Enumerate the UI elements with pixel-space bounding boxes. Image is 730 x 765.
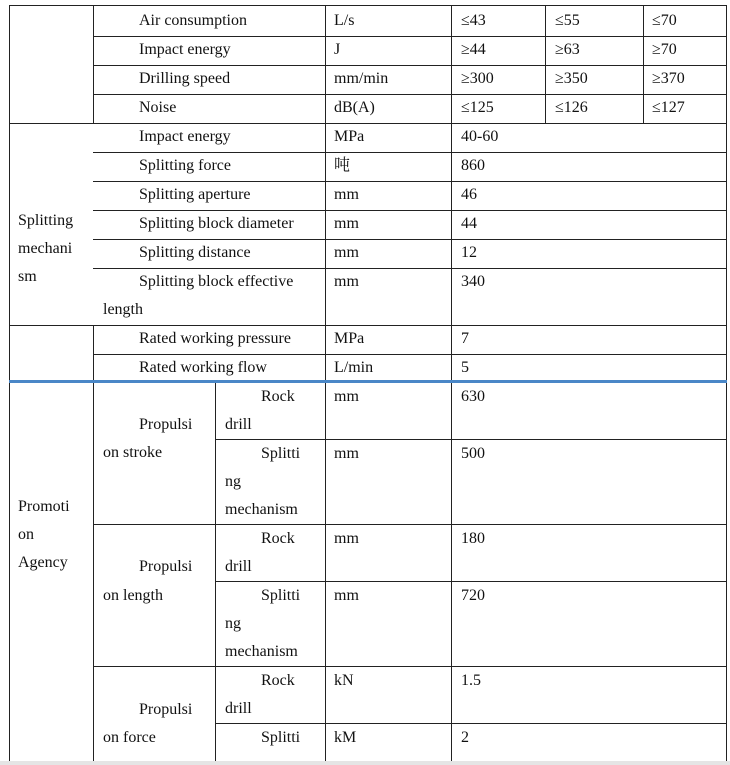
value-cell: ≤126	[555, 99, 588, 116]
col-divider	[643, 5, 644, 123]
window-bottom-edge	[0, 761, 730, 765]
value-cell: 180	[461, 530, 485, 547]
unit-label: mm/min	[334, 70, 389, 87]
row-divider	[93, 354, 727, 355]
unit-label: dB(A)	[334, 99, 375, 116]
param-label: Splitting aperture	[139, 186, 251, 203]
unit-label: 吨	[334, 157, 351, 174]
param-label: Splitting distance	[139, 244, 251, 261]
row-divider	[93, 181, 727, 182]
unit-label: mm	[334, 273, 359, 290]
value-cell: 40-60	[461, 128, 499, 145]
subgroup-label-line: Propulsi	[139, 416, 193, 433]
unit-label: mm	[334, 215, 359, 232]
value-cell: ≤55	[555, 12, 580, 29]
unit-label: mm	[334, 530, 359, 547]
unit-label: J	[334, 41, 341, 58]
table-border-right	[726, 5, 727, 761]
value-cell: 12	[461, 244, 477, 261]
col-divider	[93, 5, 94, 123]
row-divider	[93, 65, 727, 66]
row-divider	[93, 239, 727, 240]
component-label-line: drill	[225, 700, 252, 717]
param-label: Air consumption	[139, 12, 247, 29]
component-label-line: Rock	[261, 672, 295, 689]
group-label-line: Promoti	[18, 498, 70, 515]
value-cell: ≤70	[652, 12, 677, 29]
value-cell: ≥44	[461, 41, 486, 58]
value-cell: 720	[461, 587, 485, 604]
subgroup-label-line: on stroke	[103, 444, 163, 461]
component-label-line: ng	[225, 615, 241, 632]
unit-label: mm	[334, 186, 359, 203]
unit-label: MPa	[334, 128, 365, 145]
unit-label: MPa	[334, 330, 365, 347]
row-divider	[9, 325, 727, 326]
param-label: Impact energy	[139, 128, 231, 145]
value-cell: ≥350	[555, 70, 588, 87]
value-cell: ≤125	[461, 99, 494, 116]
row-divider	[93, 666, 727, 667]
subgroup-label-line: on force	[103, 729, 156, 746]
row-divider	[93, 36, 727, 37]
value-cell: 630	[461, 388, 485, 405]
unit-label: mm	[334, 388, 359, 405]
param-label: Rated working flow	[139, 359, 267, 376]
col-divider	[93, 325, 94, 381]
row-divider	[93, 524, 727, 525]
unit-label: L/s	[334, 12, 355, 29]
subgroup-label-line: Propulsi	[139, 701, 193, 718]
group-label-line: Splitting	[18, 212, 74, 229]
value-cell: 500	[461, 445, 485, 462]
value-cell: 2	[461, 729, 469, 746]
unit-label: mm	[334, 445, 359, 462]
subgroup-label-line: Propulsi	[139, 558, 193, 575]
param-label: Rated working pressure	[139, 330, 291, 347]
component-label-line: Splitti	[261, 729, 301, 746]
component-label-line: Rock	[261, 388, 295, 405]
value-cell: ≥63	[555, 41, 580, 58]
param-label: Splitting block diameter	[139, 215, 294, 232]
group-label-line: mechani	[18, 240, 73, 257]
value-cell: 44	[461, 215, 477, 232]
unit-label: kM	[334, 729, 357, 746]
param-label: Splitting force	[139, 157, 231, 174]
table-border-left	[9, 5, 10, 761]
component-label-line: drill	[225, 416, 252, 433]
value-cell: 1.5	[461, 672, 481, 689]
param-label: Noise	[139, 99, 177, 116]
row-divider	[215, 439, 727, 440]
value-cell: ≥370	[652, 70, 685, 87]
param-label: Impact energy	[139, 41, 231, 58]
component-label-line: Splitti	[261, 445, 301, 462]
param-label: Splitting block effective	[139, 273, 294, 290]
col-divider	[545, 5, 546, 123]
group-label-line: Agency	[18, 554, 68, 571]
group-label-line: sm	[18, 268, 37, 285]
value-cell: 860	[461, 157, 485, 174]
value-cell: ≥70	[652, 41, 677, 58]
col-divider	[93, 383, 94, 761]
value-cell: 340	[461, 273, 485, 290]
table-border-top	[9, 5, 727, 6]
component-label-line: ng	[225, 473, 241, 490]
component-label-line: drill	[225, 558, 252, 575]
value-cell: 5	[461, 359, 469, 376]
row-divider	[215, 723, 727, 724]
unit-label: kN	[334, 672, 354, 689]
row-divider	[93, 152, 727, 153]
component-label-line: Rock	[261, 530, 295, 547]
row-divider	[93, 94, 727, 95]
value-cell: ≤43	[461, 12, 486, 29]
row-divider	[93, 210, 727, 211]
group-label-line: on	[18, 526, 34, 543]
row-divider	[215, 581, 727, 582]
value-cell: ≥300	[461, 70, 494, 87]
component-label-line: mechanism	[225, 643, 298, 660]
unit-label: mm	[334, 244, 359, 261]
param-label-continued: length	[103, 301, 143, 318]
row-divider	[9, 123, 727, 124]
unit-label: L/min	[334, 359, 374, 376]
component-label-line: Splitti	[261, 587, 301, 604]
subgroup-label-line: on length	[103, 587, 163, 604]
param-label: Drilling speed	[139, 70, 231, 87]
component-label-line: mechanism	[225, 501, 298, 518]
unit-label: mm	[334, 587, 359, 604]
section-separator	[9, 380, 727, 383]
value-cell: ≤127	[652, 99, 685, 116]
value-cell: 46	[461, 186, 477, 203]
row-divider	[93, 268, 727, 269]
value-cell: 7	[461, 330, 469, 347]
